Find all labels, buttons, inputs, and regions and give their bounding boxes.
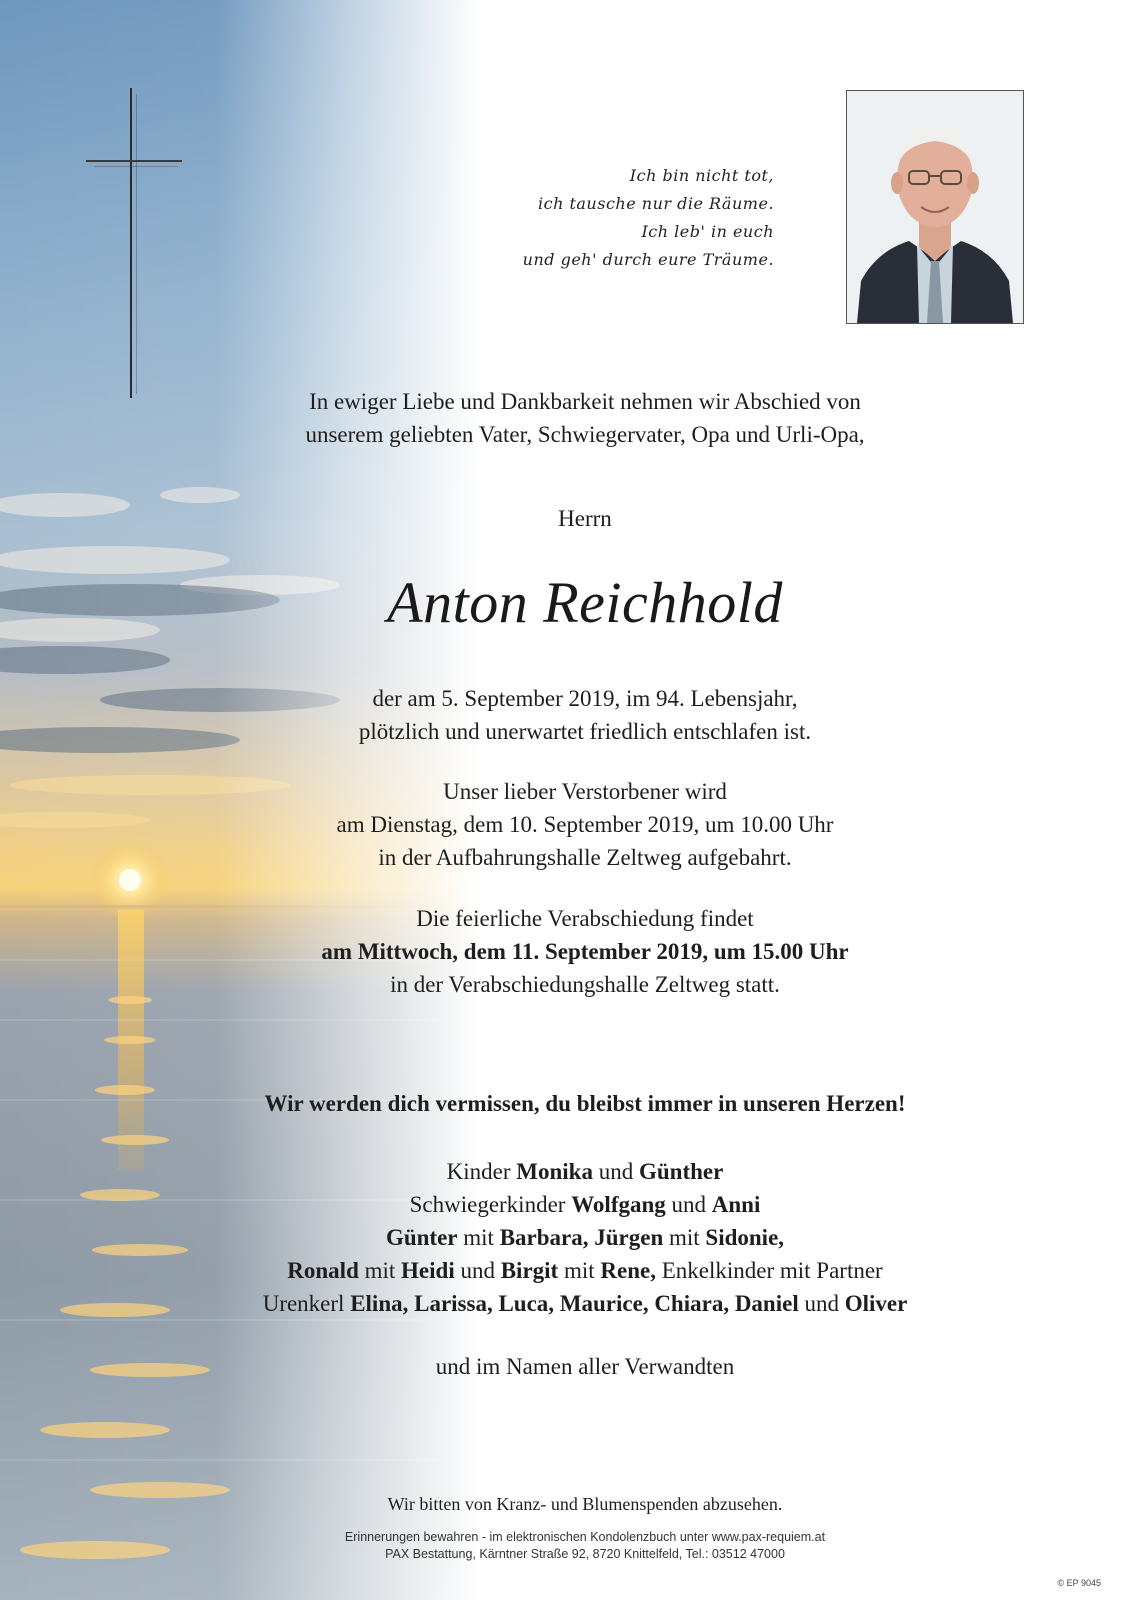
death-line: plötzlich und unerwartet friedlich entschlafen ist.	[358, 719, 812, 744]
poem-line: Ich bin nicht tot,	[629, 166, 774, 185]
donation-note: Wir bitten von Kranz- und Blumenspenden abzusehen.	[387, 1494, 783, 1514]
family-member: Birgit	[500, 1258, 559, 1283]
viewing-line: in der Aufbahrungshalle Zeltweg aufgebahrt.	[378, 845, 792, 870]
poem-line: Ich leb' in euch	[641, 222, 774, 241]
viewing-info	[210, 775, 960, 874]
family-text: mit	[457, 1225, 500, 1250]
family-line-great-grandchildren	[210, 1287, 960, 1320]
viewing-line: Unser lieber Verstorbener wird	[443, 779, 727, 804]
family-member: Anni	[711, 1192, 761, 1217]
intro-text	[210, 385, 960, 451]
portrait-photo	[846, 90, 1024, 324]
family-text: und	[454, 1258, 501, 1283]
poem	[414, 162, 774, 274]
intro-line: unserem geliebten Vater, Schwiegervater, Opa und Urli-Opa,	[305, 422, 865, 447]
family-text: Schwiegerkinder	[409, 1192, 572, 1217]
family-line-grandchildren-2	[210, 1254, 960, 1287]
family-member: Barbara, Jürgen	[499, 1225, 664, 1250]
cross-icon	[86, 88, 182, 408]
farewell-info	[210, 902, 960, 1001]
death-line: der am 5. September 2019, im 94. Lebensjahr,	[372, 686, 798, 711]
family-member: Günter	[385, 1225, 458, 1250]
family-member: Ronald	[287, 1258, 359, 1283]
family-text: und	[592, 1159, 639, 1184]
family-member: Elina, Larissa, Luca, Maurice, Chiara, Daniel	[350, 1291, 799, 1316]
condolence-line: Erinnerungen bewahren - im elektronischen Kondolenzbuch unter www.pax-requiem.at	[344, 1530, 826, 1544]
salutation-text: Herrn	[558, 506, 612, 531]
relatives-text: und im Namen aller Verwandten	[435, 1354, 735, 1379]
farewell-date: am Mittwoch, dem 11. September 2019, um 15.00 Uhr	[321, 939, 849, 964]
family-list	[210, 1155, 960, 1320]
family-text: Urenkerl	[262, 1291, 351, 1316]
intro-line: In ewiger Liebe und Dankbarkeit nehmen wir Abschied von	[309, 389, 861, 414]
family-member: Sidonie,	[705, 1225, 785, 1250]
viewing-line: am Dienstag, dem 10. September 2019, um 10.00 Uhr	[336, 812, 834, 837]
family-member: Rene,	[600, 1258, 656, 1283]
condolence-info	[210, 1529, 960, 1563]
poem-line: und geh' durch eure Träume.	[522, 250, 774, 269]
family-text: Enkelkinder mit Partner	[655, 1258, 883, 1283]
family-member: Wolfgang	[571, 1192, 666, 1217]
family-text: und	[798, 1291, 845, 1316]
farewell-line: Die feierliche Verabschiedung findet	[416, 906, 754, 931]
poem-line: ich tausche nur die Räume.	[537, 194, 774, 213]
family-text: mit	[558, 1258, 601, 1283]
death-notice	[210, 682, 960, 748]
motto	[210, 1087, 960, 1120]
print-code: © EP 9045	[1057, 1578, 1101, 1588]
funeral-home-line: PAX Bestattung, Kärntner Straße 92, 8720 Knittelfeld, Tel.: 03512 47000	[385, 1547, 785, 1561]
family-text: Kinder	[446, 1159, 517, 1184]
family-member: Heidi	[401, 1258, 455, 1283]
family-line-inlaws	[210, 1188, 960, 1221]
family-text: und	[665, 1192, 712, 1217]
motto-text: Wir werden dich vermissen, du bleibst immer in unseren Herzen!	[264, 1091, 906, 1116]
family-member: Günther	[638, 1159, 724, 1184]
farewell-line: in der Verabschiedungshalle Zeltweg statt.	[390, 972, 780, 997]
family-text: mit	[663, 1225, 706, 1250]
family-line-grandchildren-1	[210, 1221, 960, 1254]
family-text: mit	[358, 1258, 402, 1283]
deceased-name: Anton Reichhold	[387, 570, 783, 635]
relatives	[210, 1350, 960, 1383]
family-member: Monika	[516, 1159, 593, 1184]
family-member: Oliver	[844, 1291, 908, 1316]
family-line-children	[210, 1155, 960, 1188]
salutation	[210, 502, 960, 535]
